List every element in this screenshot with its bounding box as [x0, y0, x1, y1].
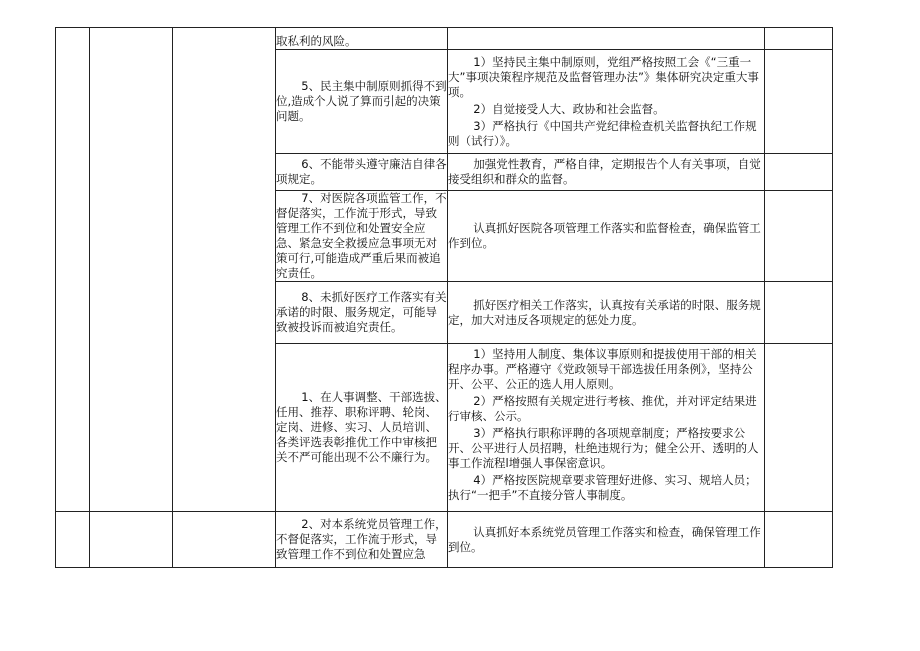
note-cell: [765, 191, 833, 282]
post-cell: [90, 512, 173, 568]
measure-cell: [448, 344, 765, 512]
measure-cell: [448, 512, 765, 568]
risk-text: 5、民主集中制原则抓得不到位,造成个人说了算而引起的决策问题。: [276, 79, 447, 123]
risk-cell: [276, 191, 448, 282]
risk-text: 8、未抓好医疗工作落实有关承诺的时限、服务规定，可能导致被投诉而被追究责任。: [276, 290, 447, 334]
measure-text: 2）严格按照有关规定进行考核、推优，并对评定结果进行审核、公示。: [448, 394, 757, 423]
measure-cell: [448, 282, 765, 344]
risk-text: 7、对医院各项监管工作，不督促落实，工作流于形式，导致管理工作不到位和处置安全应急、紧急安全救援应急事项无对策可行,可能造成严重后果而被追究责任。: [276, 191, 447, 280]
measure-text: 抓好医疗相关工作落实，认真按有关承诺的时限、服务规定，加大对违反各项规定的惩处力度。: [448, 297, 761, 327]
risk-cell: [276, 28, 448, 50]
index-cell: [56, 512, 90, 568]
measure-text: 4）严格按医院规章要求管理好进修、实习、规培人员；执行“一把手”不直接分管人事制度。: [448, 473, 757, 502]
measure-cell: [448, 28, 765, 50]
measure-text: 认真抓好医院各项管理工作落实和监督检查，确保监管工作到位。: [448, 221, 761, 250]
measure-cell: [448, 191, 765, 282]
note-cell: [765, 344, 833, 512]
risk-text: 6、不能带头遵守廉洁自律各项规定。: [276, 157, 447, 186]
measure-text: 3）严格执行职称评聘的各项规章制度；严格按要求公开、公平进行人员招聘，杜绝违规行为；健全公开、透明的人事工作流程l增强人事保密意识。: [448, 426, 759, 470]
risk-cell: [276, 50, 448, 154]
risk-text: 1、在人事调整、干部选拔、任用、推荐、职称评聘、轮岗、定岗、进修、实习、人员培训、各类评选表彰推优工作中审核把关不严可能出现不公不廉行为。: [276, 390, 447, 464]
measure-text: 1）坚持用人制度、集体议事原则和提拔使用干部的相关程序办事。严格遵守《党政领导干部选拔任用条例》，坚持公开、公平、公正的选人用人原则。: [448, 347, 757, 391]
note-cell: [765, 282, 833, 344]
note-cell: [765, 512, 833, 568]
measure-text: 认真抓好本系统党员管理工作落实和检查，确保管理工作到位。: [448, 524, 761, 554]
table-row: [56, 512, 833, 568]
note-cell: [765, 50, 833, 154]
post-cell: [90, 28, 173, 512]
risk-text: 取私利的风险。: [276, 34, 357, 48]
risk-table: [55, 27, 833, 568]
risk-cell: [276, 512, 448, 568]
risk-text: 2、对本系统党员管理工作，不督促落实，工作流于形式，导致管理工作不到位和处置应急: [276, 517, 447, 561]
measure-cell: [448, 154, 765, 191]
measure-cell: [448, 50, 765, 154]
index-cell: [56, 28, 90, 512]
note-cell: [765, 154, 833, 191]
table-row: [56, 28, 833, 50]
measure-text: 2）自觉接受人大、政协和社会监督。: [473, 101, 665, 116]
note-cell: [765, 28, 833, 50]
measure-text: 加强党性教育，严格自律，定期报告个人有关事项，自觉接受组织和群众的监督。: [448, 157, 761, 186]
risk-cell: [276, 344, 448, 512]
risk-cell: [276, 154, 448, 191]
risk-cell: [276, 282, 448, 344]
measure-text: 3）严格执行《中国共产党纪律检查机关监督执纪工作规则（试行）》。: [448, 118, 757, 148]
measure-text: 1）坚持民主集中制原则，党组严格按照工会《“三重一大”事项决策程序规范及监督管理办法”》集体研究决定重大事项。: [448, 54, 759, 99]
duty-cell: [173, 512, 276, 568]
duty-cell: [173, 28, 276, 512]
